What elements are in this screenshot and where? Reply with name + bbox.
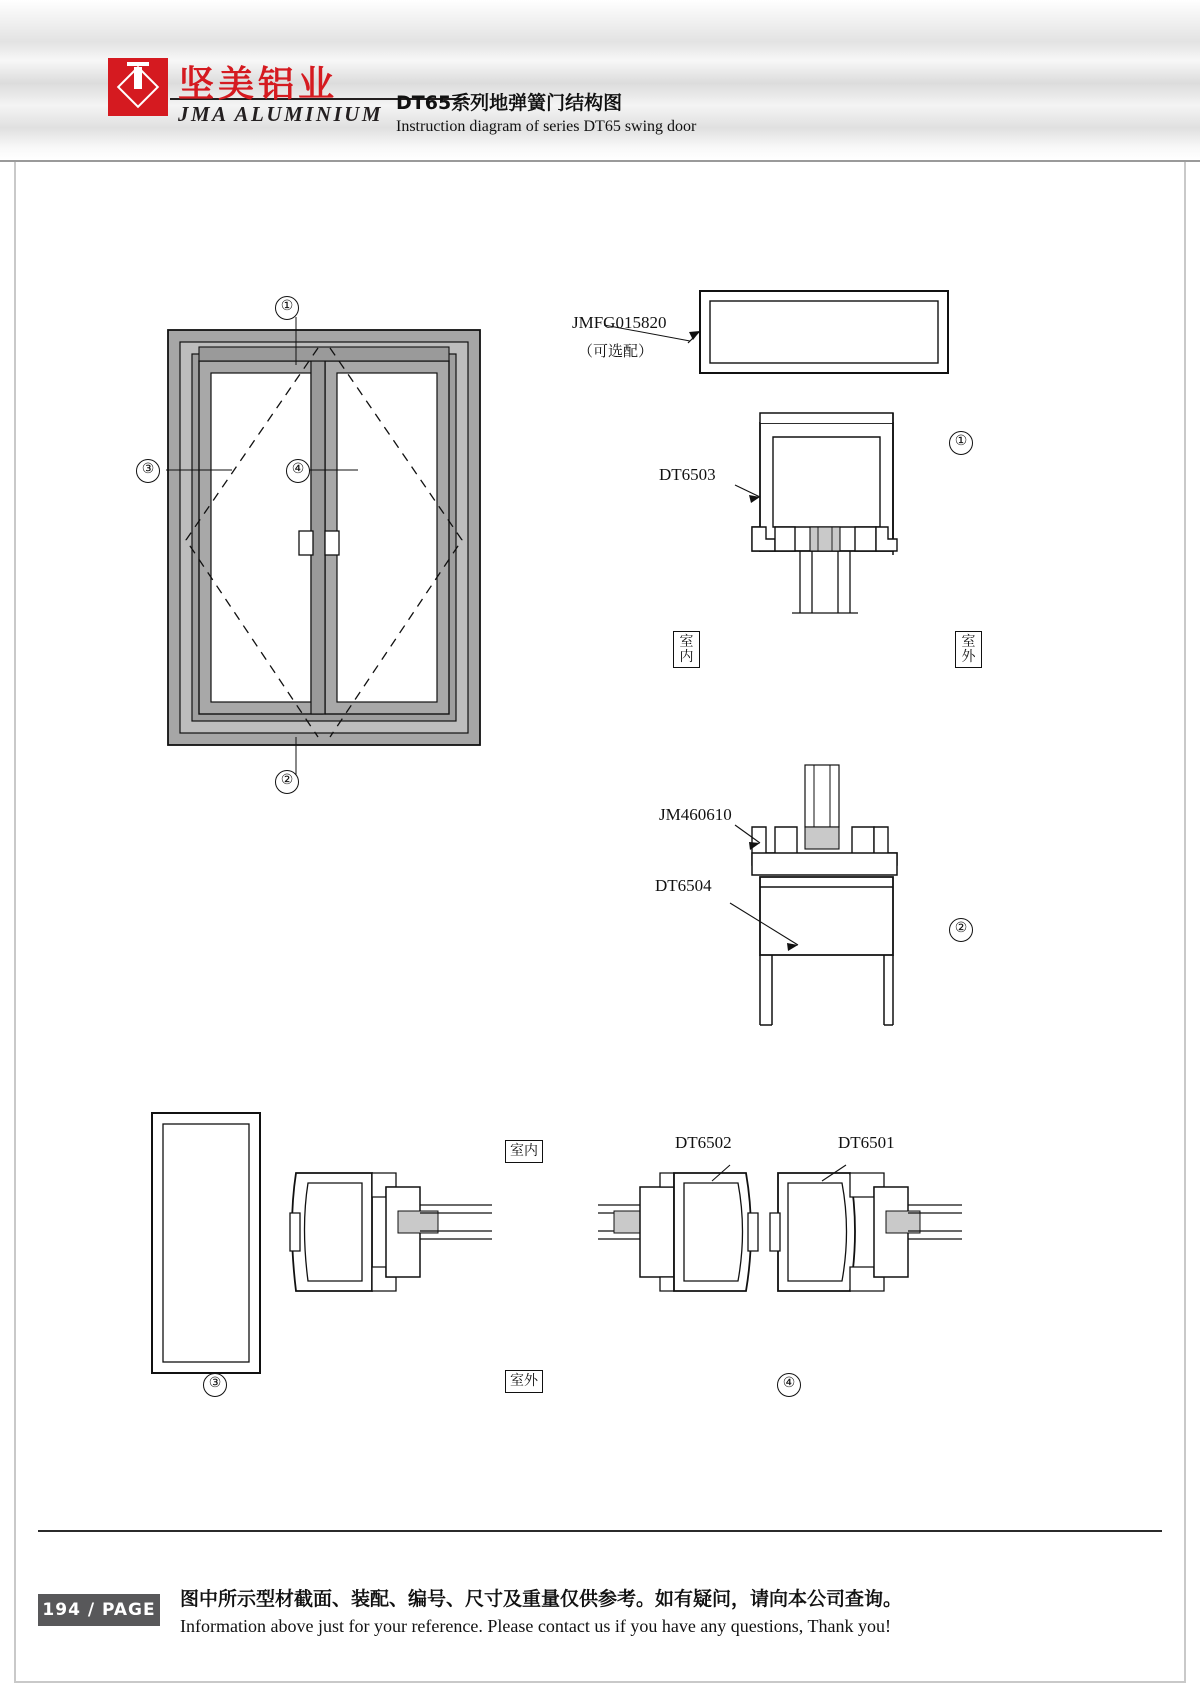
page-footer: [0, 1512, 1200, 1697]
footer-note-cn: 图中所示型材截面、装配、编号、尺寸及重量仅供参考。如有疑问，请向本公司查询。: [180, 1588, 903, 1610]
callout-two-elevation: ②: [275, 770, 299, 794]
profile-three-stile: [290, 1173, 492, 1291]
brand-logo: [108, 58, 384, 130]
callout-four-elevation: ④: [286, 459, 310, 483]
footer-note-en: Information above just for your reference. Please contact us if you have any questions, Thank you!: [180, 1616, 891, 1636]
callout-one-elevation: ①: [275, 296, 299, 320]
technical-drawing: [0, 165, 1200, 1495]
page-number-badge: 194 / PAGE: [38, 1594, 160, 1626]
door-elevation: [166, 317, 480, 777]
callout-two-detail: ②: [949, 918, 973, 942]
footer-divider: [38, 1530, 1162, 1532]
profile-dt6503: [735, 413, 897, 613]
jma-logo-icon: [108, 58, 168, 116]
drawing-svg: [0, 165, 1200, 1495]
label-dt6503: DT6503: [659, 465, 716, 484]
label-indoor-section3: 室内: [505, 1140, 543, 1163]
label-dt6504: DT6504: [655, 876, 712, 895]
label-dt6502: DT6502: [675, 1133, 732, 1152]
label-indoor-section1: 室内: [673, 631, 700, 668]
logo-text-en: JMA ALUMINIUM: [178, 102, 384, 126]
logo-text-cn: 坚美铝业: [178, 64, 339, 105]
profile-four-left: [598, 1165, 758, 1291]
label-jmfg015820-note: （可选配）: [578, 342, 654, 360]
callout-four-detail: ④: [777, 1373, 801, 1397]
label-outdoor-section3: 室外: [505, 1370, 543, 1393]
page-title-en: Instruction diagram of series DT65 swing door: [396, 118, 697, 135]
label-dt6501: DT6501: [838, 1133, 895, 1152]
label-outdoor-section1: 室外: [955, 631, 982, 668]
profile-dt6504: [730, 765, 897, 1025]
label-jmfg015820: JMFG015820: [572, 313, 667, 332]
callout-one-detail: ①: [949, 431, 973, 455]
callout-three-elevation: ③: [136, 459, 160, 483]
label-jm460610: JM460610: [659, 805, 732, 824]
profile-four-right: [770, 1165, 962, 1291]
page-header: [0, 0, 1200, 162]
profile-three-tube: [152, 1113, 260, 1373]
callout-three-detail: ③: [203, 1373, 227, 1397]
page-title-cn: DT65系列地弹簧门结构图: [396, 92, 623, 114]
